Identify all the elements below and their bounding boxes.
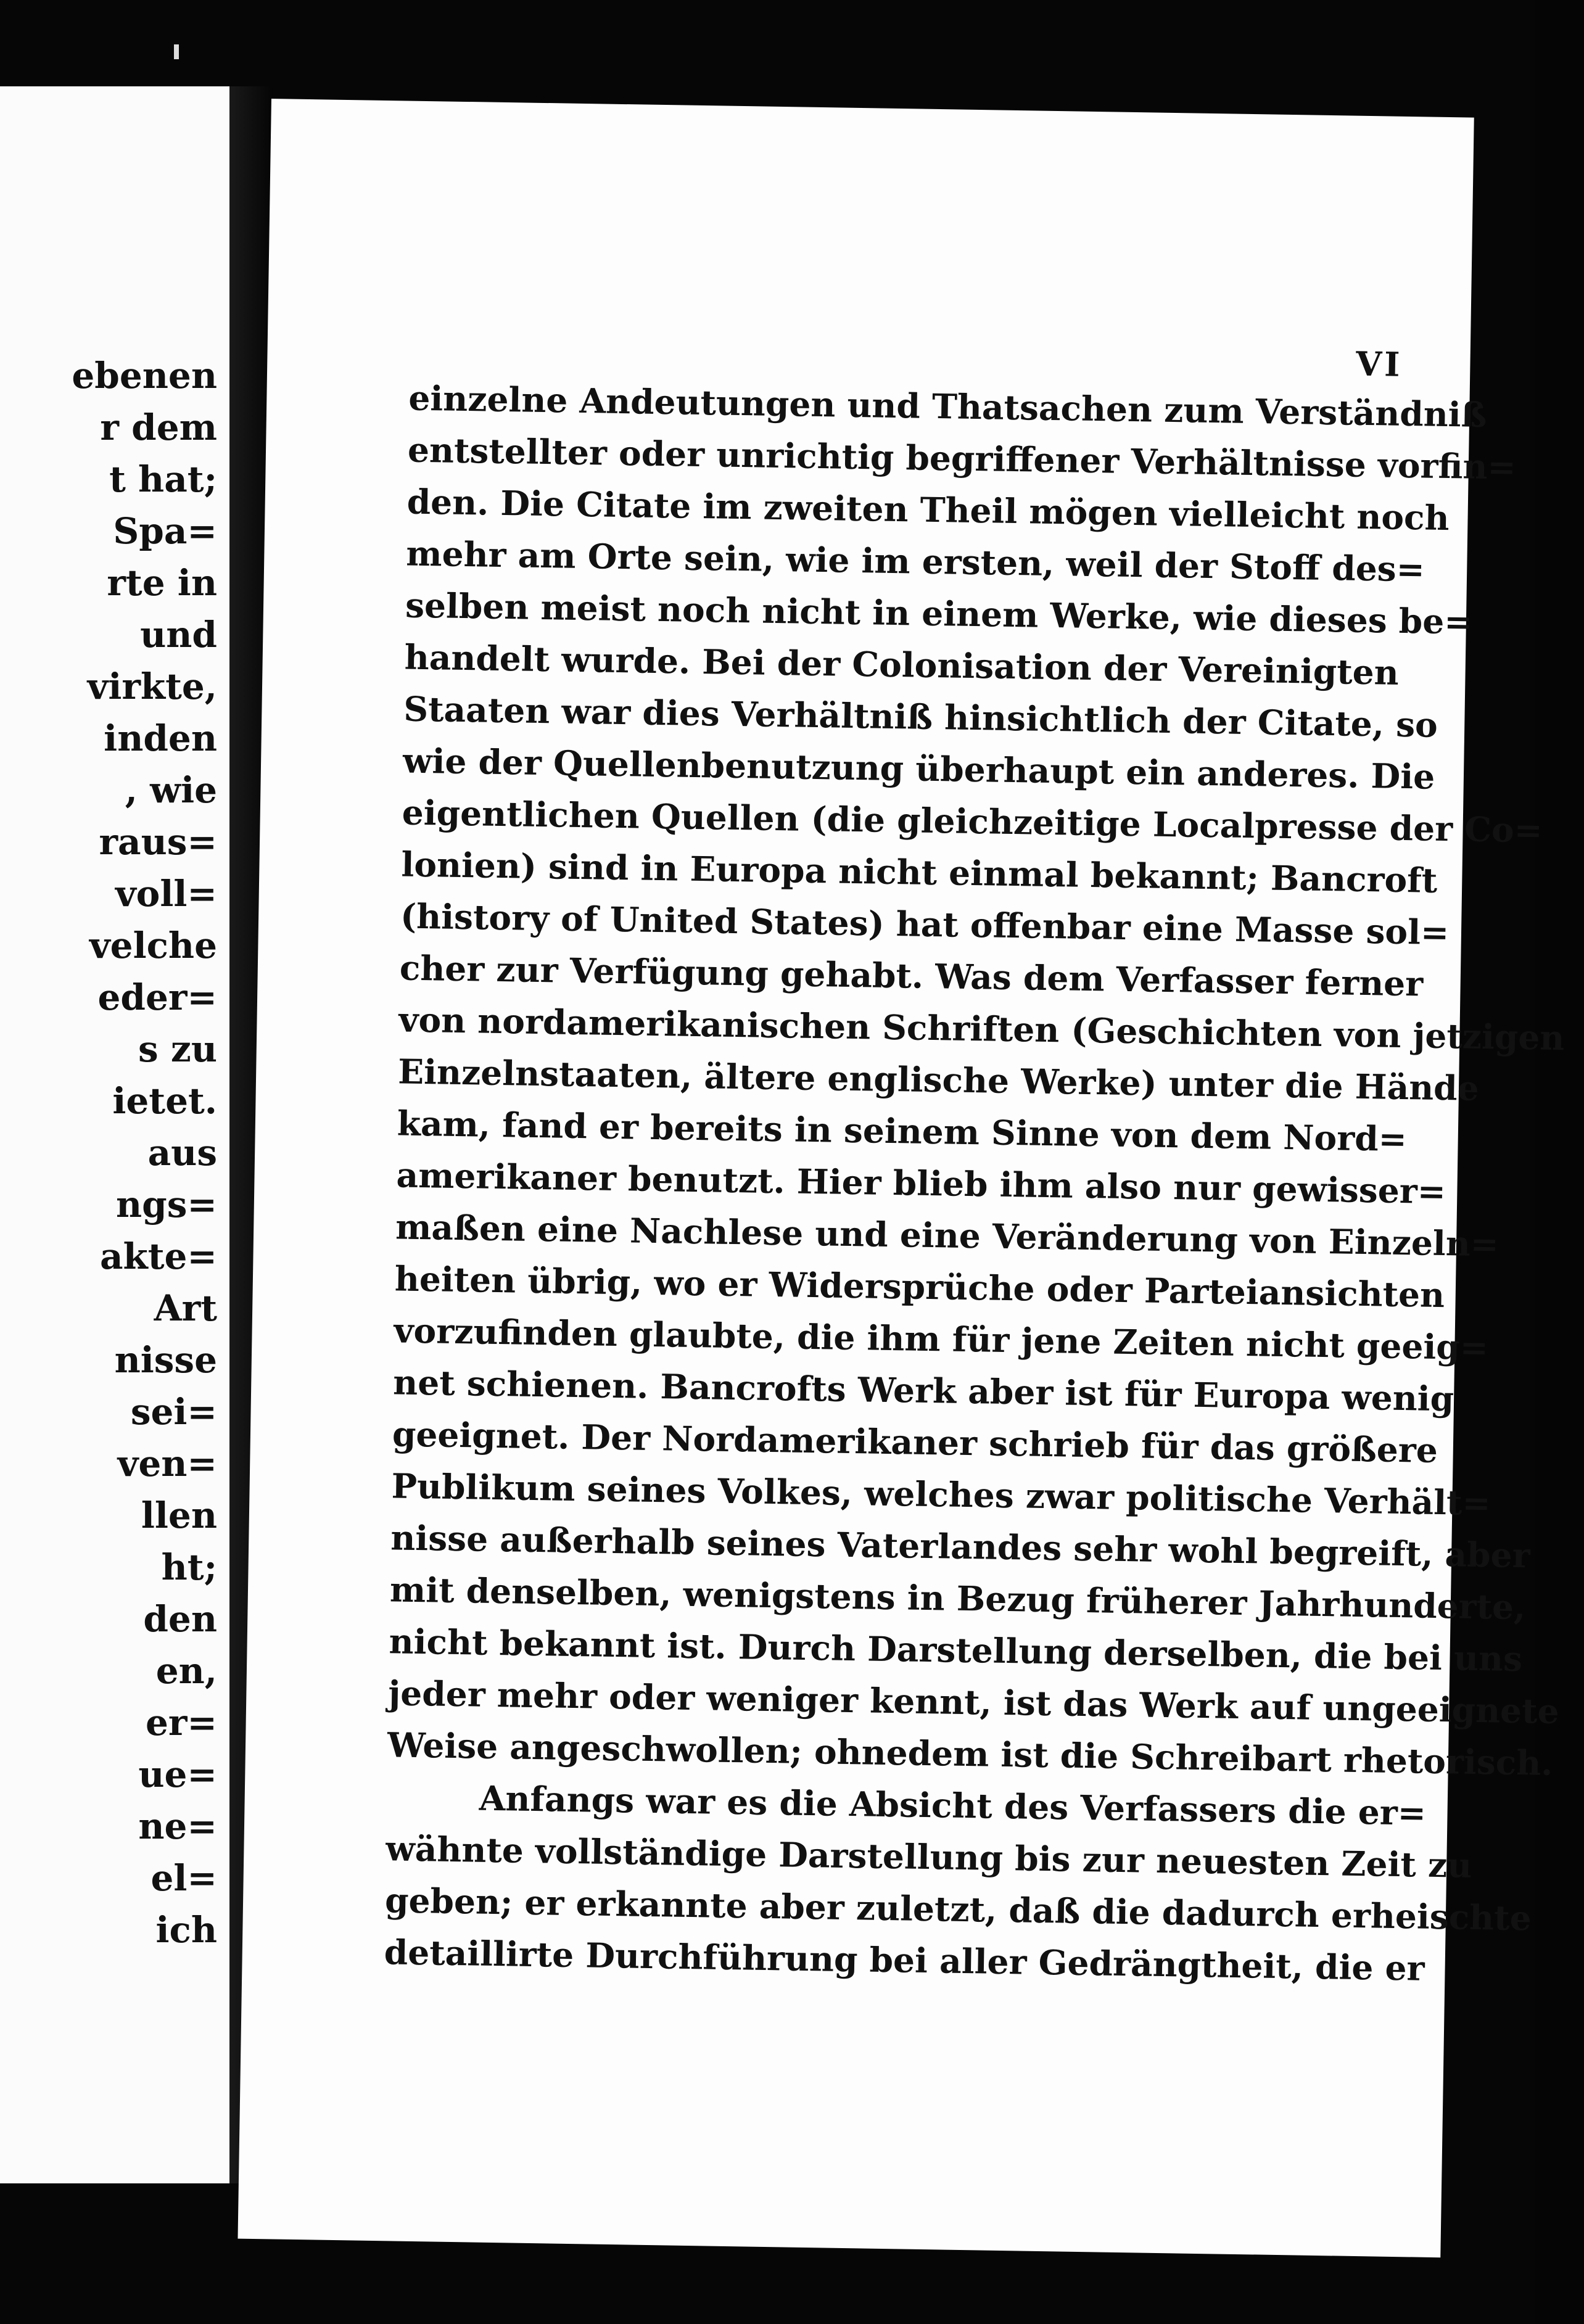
text-line: amerikaner benutzt. Hier blieb ihm also nur gewisser= — [396, 1155, 1446, 1212]
text-line: maßen eine Nachlese und eine Veränderung von Einzeln= — [395, 1206, 1499, 1264]
left-line-fragment: er= — [145, 1702, 217, 1744]
right-page — [237, 99, 1565, 2257]
left-line-fragment: llen — [141, 1494, 217, 1536]
left-line-fragment: Art — [154, 1287, 217, 1329]
left-line-fragment: velche — [89, 925, 217, 966]
text-line: handelt wurde. Bei der Colonisation der Vereinigten — [404, 637, 1400, 693]
text-line: geben; er erkannte aber zuletzt, daß die dadurch erheischte — [384, 1880, 1532, 1939]
left-line-fragment: ven= — [117, 1443, 217, 1485]
left-line-fragment: ngs= — [116, 1184, 217, 1226]
scan-mark — [174, 44, 179, 59]
text-line: nisse außerhalb seines Vaterlandes sehr wohl begreift, aber — [390, 1517, 1531, 1576]
left-line-fragment: ne= — [138, 1805, 217, 1847]
left-line-fragment: ue= — [138, 1753, 217, 1795]
text-line: detaillirte Durchführung bei aller Gedrängtheit, die er — [384, 1932, 1425, 1988]
left-line-fragment: und — [140, 614, 217, 656]
left-line-fragment: aus — [147, 1132, 217, 1174]
text-line: mehr am Orte sein, wie im ersten, weil der Stoff des= — [405, 533, 1425, 590]
text-line: cher zur Verfügung gehabt. Was dem Verfasser ferner — [399, 947, 1424, 1004]
left-line-fragment: eder= — [97, 976, 217, 1018]
left-line-fragment: raus= — [99, 821, 217, 863]
left-line-fragment: , wie — [125, 769, 217, 811]
left-page — [0, 86, 229, 2183]
left-line-fragment: ebenen — [72, 355, 217, 397]
text-line: jeder mehr oder weniger kennt, ist das Werk auf ungeeignete — [387, 1673, 1560, 1732]
left-line-fragment: en, — [155, 1650, 217, 1692]
text-line: Publikum seines Volkes, welches zwar politische Verhält= — [391, 1465, 1491, 1523]
page-number: VI — [1355, 344, 1403, 384]
text-line: von nordamerikanischen Schriften (Geschichten von jetzigen — [398, 999, 1565, 1058]
left-line-fragment: el= — [151, 1857, 217, 1899]
left-line-fragment: akte= — [99, 1235, 217, 1277]
left-line-fragment: virkte, — [87, 665, 217, 707]
text-line: Weise angeschwollen; ohnedem ist die Schreibart rhetorisch. — [387, 1724, 1553, 1783]
text-line: den. Die Citate im zweiten Theil mögen vielleicht noch — [406, 481, 1450, 538]
text-line: vorzufinden glaubte, die ihm für jene Zeiten nicht geeig= — [394, 1310, 1489, 1368]
left-line-fragment: inden — [104, 717, 217, 759]
left-line-fragment: voll= — [115, 873, 217, 915]
left-line-fragment: r dem — [100, 406, 217, 448]
left-line-fragment: s zu — [138, 1028, 217, 1070]
text-line: (history of United States) hat offenbar eine Masse sol= — [400, 896, 1450, 953]
body-text — [384, 373, 1565, 1993]
text-line: Einzelnstaaten, ältere englische Werke) unter die Hände — [397, 1051, 1480, 1108]
text-line: kam, fand er bereits in seinem Sinne von dem Nord= — [397, 1103, 1408, 1160]
text-line: heiten übrig, wo er Widersprüche oder Parteiansichten — [394, 1258, 1445, 1316]
text-line: wie der Quellenbenutzung überhaupt ein anderes. Die — [402, 740, 1435, 797]
text-line: lonien) sind in Europa nicht einmal bekannt; Bancroft — [401, 844, 1438, 900]
left-line-fragment: ich — [155, 1909, 217, 1951]
text-line: Staaten war dies Verhältniß hinsichtlich der Citate, so — [403, 688, 1438, 745]
left-line-fragment: t hat; — [109, 458, 217, 500]
text-line: eigentlichen Quellen (die gleichzeitige Localpresse der Co= — [402, 792, 1543, 851]
left-line-fragment: sei= — [130, 1391, 217, 1433]
left-line-fragment: nisse — [114, 1339, 217, 1381]
text-line: einzelne Andeutungen und Thatsachen zum Verständniß — [408, 377, 1487, 435]
text-line: wähnte vollständige Darstellung bis zur neuesten Zeit zu — [385, 1828, 1472, 1885]
text-line: entstellter oder unrichtig begriffener Verhältnisse vorfin= — [407, 429, 1517, 487]
text-line: geeignet. Der Nordamerikaner schrieb für das größere — [392, 1414, 1438, 1470]
text-line: nicht bekannt ist. Durch Darstellung derselben, die bei uns — [389, 1621, 1523, 1679]
left-line-fragment: ht; — [161, 1546, 217, 1588]
left-line-fragment: den — [143, 1598, 217, 1640]
text-line: mit denselben, wenigstens in Bezug früherer Jahrhunderte, — [389, 1569, 1526, 1628]
text-line: Anfangs war es die Absicht des Verfassers die er= — [479, 1778, 1427, 1833]
text-line: net schienen. Bancrofts Werk aber ist für Europa wenig — [392, 1362, 1454, 1419]
text-line: selben meist noch nicht in einem Werke, wie dieses be= — [405, 585, 1473, 642]
left-line-fragment: Spa= — [113, 510, 217, 552]
left-line-fragment: ietet. — [112, 1080, 217, 1122]
left-line-fragment: rte in — [107, 562, 217, 604]
